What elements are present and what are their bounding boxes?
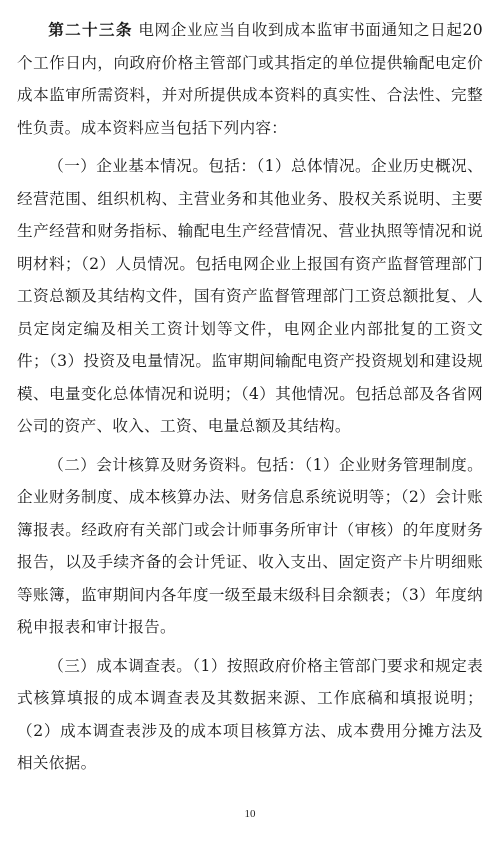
article-23-intro bbox=[17, 14, 483, 144]
article-number: 第二十三条 bbox=[48, 21, 133, 39]
item-cost-survey: （三）成本调查表。（1）按照政府价格主管部门要求和规定表式核算填报的成本调查表及其数据来源、工作底稿和填报说明；（2）成本调查表涉及的成本项目核算方法、成本费用分摊方法及相关依据。 bbox=[17, 656, 483, 772]
item-accounting-financial: （二）会计核算及财务资料。包括：（1）企业财务管理制度。企业财务制度、成本核算办法、财务信息系统说明等；（2）会计账簿报表。经政府有关部门或会计师事务所审计（审核）的年度财务报告，以及手续齐备的会计凭证、收入支出、固定资产卡片明细账等账簿，监审期间内各年度一级至最末级科目余额表；（3）年度纳税申报表和审计报告。 bbox=[17, 455, 483, 636]
page-number: 10 bbox=[244, 808, 256, 820]
item-basic-info: （一）企业基本情况。包括：（1）总体情况。企业历史概况、经营范围、组织机构、主营业务和其他业务、股权关系说明、主要生产经营和财务指标、输配电生产经营情况、营业执照等情况和说明材料；（2）人员情况。包括电网企业上报国有资产监督管理部门工资总额及其结构文件，国有资产监督管理部门工资总额批复、人员定岗定编及相关工资计划等文件，电网企业内部批复的工资文件；（3）投资及电量情况。监审期间输配电资产投资规划和建设规模、电量变化总体情况和说明；（4）其他情况。包括总部及各省网公司的资产、收入、工资、电量总额及其结构。 bbox=[17, 157, 483, 435]
document-body bbox=[17, 14, 483, 786]
article-intro-text: 电网企业应当自收到成本监审书面通知之日起20个工作日内，向政府价格主管部门或其指定的单位提供输配电定价成本监审所需资料，并对所提供成本资料的真实性、合法性、完整性负责。成本资料应当包括下列内容： bbox=[17, 21, 483, 137]
